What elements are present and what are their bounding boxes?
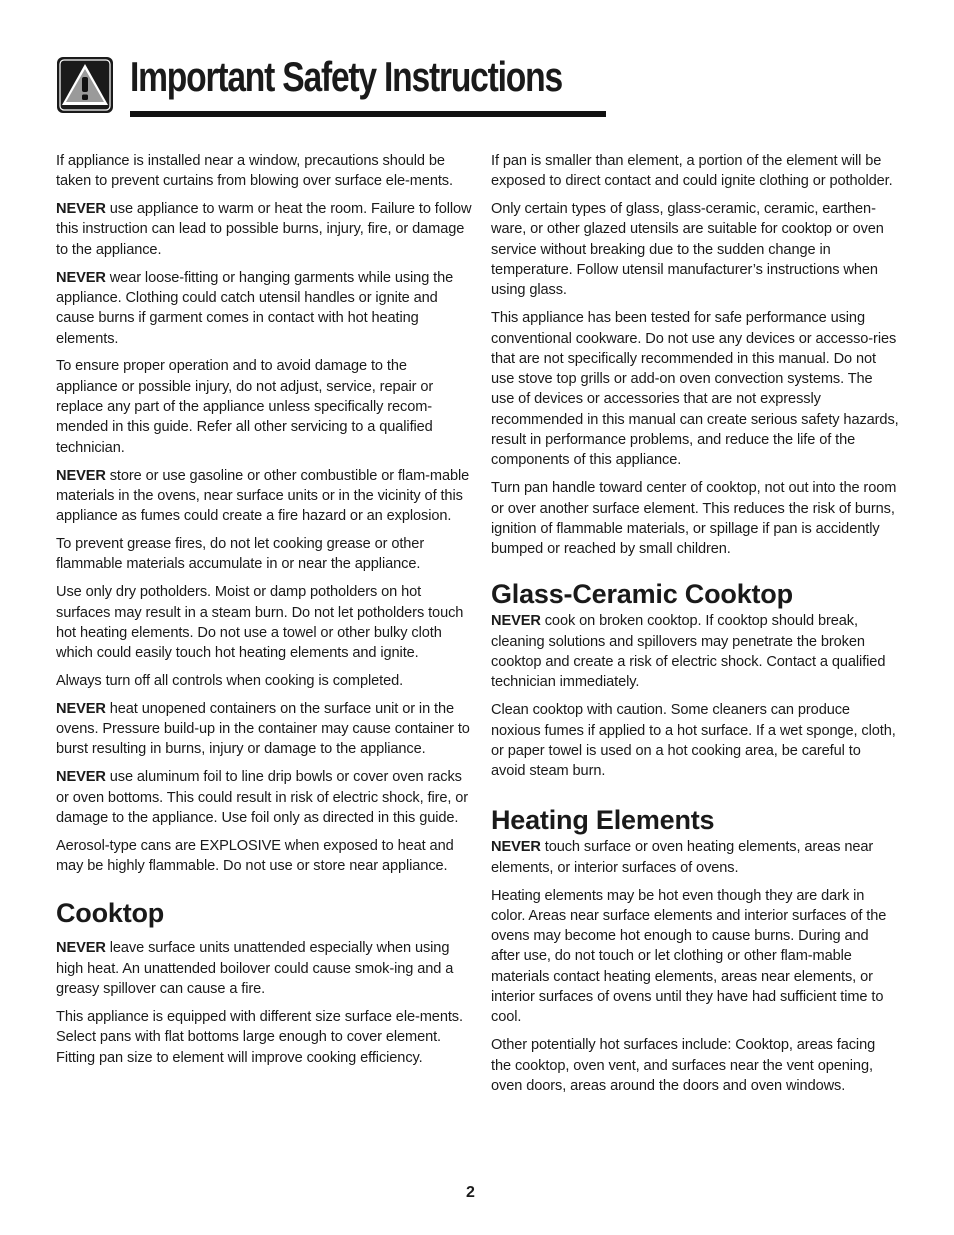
paragraph: Aerosol-type cans are EXPLOSIVE when exposed to heat and may be highly flammable. Do not use or store near appliance. [56,837,454,875]
paragraph: Clean cooktop with caution. Some cleaners can produce noxious fumes if applied to a hot surface. If a wet sponge, cloth, or paper towel is used on a hot cooking area, be careful to avoid steam burn. [491,702,896,780]
paragraph: Turn pan handle toward center of cooktop, not out into the room or over another surface element. This reduces the risk of burns, ignition of flammable materials, or spillage if pan is accidently bumped or reached by small children. [491,480,897,558]
never-label: NEVER [56,700,106,717]
paragraph-text: leave surface units unattended especially when using high heat. An unattended boilover could cause smok-ing and a greasy spillover can cause a fire. [56,940,454,998]
never-label: NEVER [56,769,106,786]
paragraph: Only certain types of glass, glass-ceramic, ceramic, earthen-ware, or other glazed utensils are suitable for cooktop or oven service without breaking due to the sudden change in temperature. Follow utensil manufacturer’s instructions when using glass. [491,201,884,299]
paragraph [491,837,899,878]
paragraph-text: use appliance to warm or heat the room. Failure to follow this instruction can lead to possible burns, injury, fire, or damage to the appliance. [56,201,472,258]
paragraph [56,767,472,828]
page-number: 2 [466,1184,475,1201]
paragraph [491,611,899,692]
paragraph: If appliance is installed near a window, precautions should be taken to prevent curtains from blowing over surface ele-ments. [56,153,453,190]
never-label: NEVER [56,269,106,286]
paragraph-text: touch surface or oven heating elements, areas near elements, or interior surfaces of ovens. [491,839,874,876]
paragraph-text: store or use gasoline or other combustible or flam-mable materials in the ovens, near surface units or in the vicinity of this appliance as fumes could create a fire hazard or an explosion. [56,467,470,525]
section-heading-heating-elements: Heating Elements [491,805,715,836]
page-title: Important Safety Instructions [130,53,562,100]
paragraph: This appliance has been tested for safe performance using conventional cookware. Do not use any devices or accesso-ries that are not specifically recommended in this manual. Do not use stove top grills or add-on oven convection systems. The use of devices or accessories that are not expressly recommended in this manual can create serious safety hazards, result in performance problems, and reduce the life of the components of this appliance. [491,310,899,469]
section-heading-glass-ceramic-cooktop: Glass-Ceramic Cooktop [491,579,793,610]
paragraph: Always turn off all controls when cooking is completed. [56,672,404,689]
warning-icon [56,56,114,114]
paragraph: To ensure proper operation and to avoid damage to the appliance or possible injury, do not adjust, service, repair or replace any part of the appliance unless specifically recom-mended in this guide. Refer all other servicing to a qualified technician. [56,358,434,456]
paragraph: This appliance is equipped with different size surface ele-ments. Select pans with flat bottoms large enough to cover element. Fitting pan size to element will improve cooking efficiency. [56,1008,463,1066]
paragraph [56,268,472,349]
paragraph-text: use aluminum foil to line drip bowls or cover oven racks or oven bottoms. This could result in risk of electric shock, fire, or damage to the appliance. Use foil only as directed in this guide. [56,769,469,826]
paragraph [56,466,472,527]
paragraph [56,699,472,760]
never-label: NEVER [491,839,541,856]
never-label: NEVER [491,613,541,630]
paragraph-text: heat unopened containers on the surface unit or in the ovens. Pressure build-up in the container may cause container to burst resulting in burns, injury or damage to the appliance. [56,700,470,758]
right-column [491,151,899,1104]
paragraph: Heating elements may be hot even though they are dark in color. Areas near surface elements and interior surfaces of the ovens may become hot enough to cause burns. During and after use, do not touch or let clothing or other flam-mable materials contact heating elements, areas near elements, or interior surfaces of ovens until they have had sufficient time to cool. [491,887,887,1026]
paragraph: If pan is smaller than element, a portion of the element will be exposed to direct contact and could ignite clothing or potholder. [491,153,893,190]
never-label: NEVER [56,467,106,484]
paragraph-text: wear loose-fitting or hanging garments while using the appliance. Clothing could catch utensil handles or ignite and cause burns if garment comes in contact with hot heating elements. [56,269,454,347]
paragraph: To prevent grease fires, do not let cooking grease or other flammable materials accumulate in or near the appliance. [56,536,425,573]
never-label: NEVER [56,940,106,957]
paragraph: Other potentially hot surfaces include: Cooktop, areas facing the cooktop, oven vent, and surfaces near the vent opening, oven doors, areas around the doors and oven windows. [491,1037,876,1094]
paragraph: Use only dry potholders. Moist or damp potholders on hot surfaces may result in a steam burn. Do not let potholders touch hot heating elements. Do not use a towel or other bulky cloth which could easily touch hot heating elements and ignite. [56,584,464,662]
never-label: NEVER [56,201,106,218]
left-column [56,151,472,1075]
paragraph [56,199,472,260]
paragraph-text: cook on broken cooktop. If cooktop should break, cleaning solutions and spillovers may penetrate the broken cooktop and create a risk of electric shock. Contact a qualified technician immediately. [491,613,886,691]
title-underline [130,111,606,117]
paragraph [56,938,472,999]
page-header [56,52,606,118]
section-heading-cooktop: Cooktop [56,898,165,929]
